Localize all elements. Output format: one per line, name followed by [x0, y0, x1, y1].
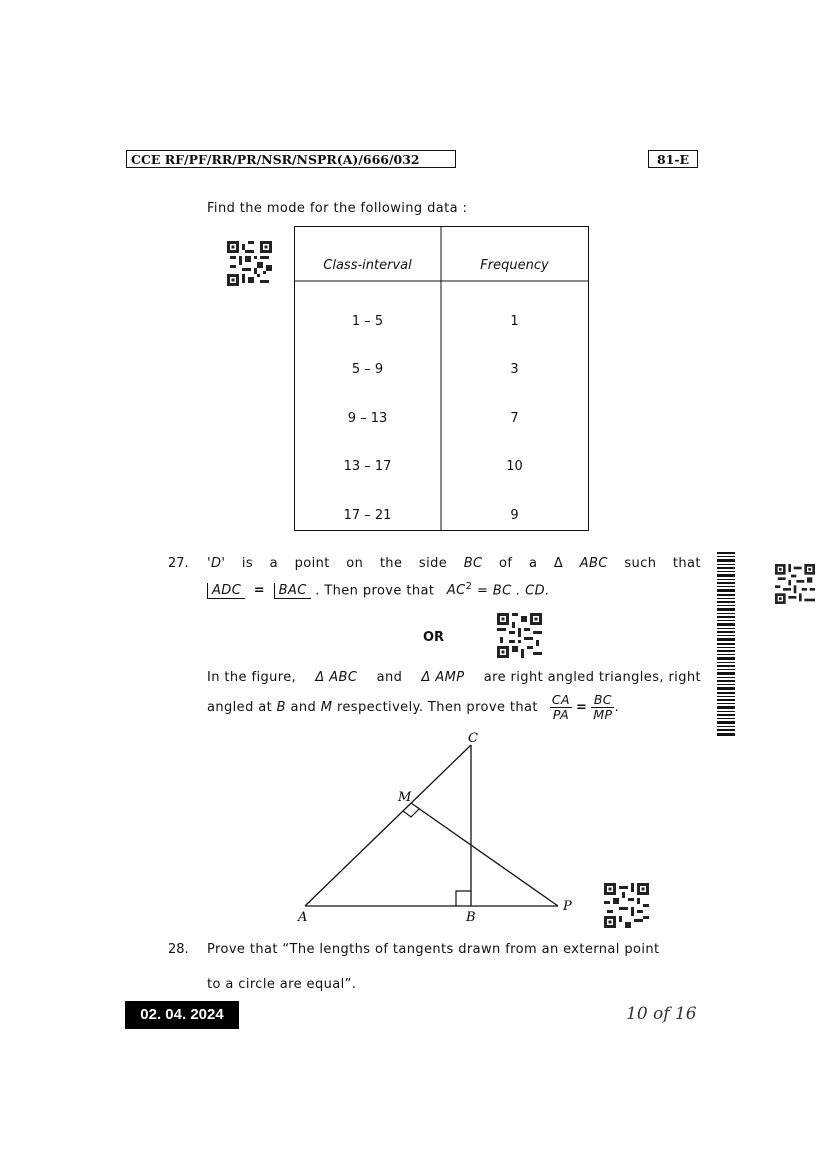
q27-alt-text: In the figure, — [207, 670, 297, 685]
table-cell-frequency: 10 — [506, 459, 523, 474]
q27-word: on — [346, 556, 364, 571]
q27-alt-line1 — [207, 670, 701, 685]
q27-ac: AC — [446, 583, 466, 599]
table-cell-frequency: 1 — [510, 314, 519, 329]
label-b: B — [466, 910, 476, 925]
table-cell-class: 9 – 13 — [347, 411, 388, 426]
frac-num: BC — [591, 693, 614, 708]
q27-alt-and: and — [290, 699, 317, 715]
table-cell-frequency: 9 — [510, 508, 519, 523]
q27-alt-m: M — [320, 699, 333, 715]
q27-word: of — [499, 556, 513, 571]
q27-word: is — [241, 556, 254, 571]
label-a: A — [298, 910, 308, 925]
qr-code-icon — [604, 883, 649, 928]
q27-alt-text: are right angled triangles, right — [483, 670, 701, 685]
q27-word: such — [624, 556, 657, 571]
q27-number: 27. — [168, 556, 189, 571]
qr-code-icon — [775, 564, 815, 604]
q26-prompt: Find the mode for the following data : — [207, 201, 468, 216]
q27-word: point — [294, 556, 330, 571]
frac-num: CA — [551, 691, 571, 707]
angle-adc: ADC — [207, 583, 245, 599]
right-angle-m — [403, 809, 419, 817]
table-cell-class: 5 – 9 — [351, 362, 384, 377]
q27-word: 'D' — [207, 556, 226, 571]
table-cell-frequency: 3 — [510, 362, 519, 377]
right-angle-b — [456, 891, 471, 906]
frac-equals: = — [576, 699, 588, 715]
period: . — [614, 699, 619, 715]
angle-bac: BAC — [274, 583, 311, 599]
triangle-figure — [290, 725, 590, 925]
q27-word: the — [379, 556, 403, 571]
qr-code-icon — [497, 613, 542, 658]
table-cell-class: 1 – 5 — [351, 314, 384, 329]
q28-line1: Prove that “The lengths of tangents drawn from an external point — [207, 942, 660, 957]
q27-then: . Then prove that — [315, 583, 435, 599]
qr-code-icon — [227, 241, 272, 286]
q27-alt-line2 — [207, 690, 619, 724]
table-header-class-interval: Class-interval — [323, 258, 412, 273]
q27-word: a — [269, 556, 279, 571]
equals-sign: = — [253, 583, 266, 599]
line-mp — [411, 803, 558, 906]
q27-line1 — [207, 556, 701, 571]
q27-word: a — [528, 556, 538, 571]
barcode-icon — [717, 552, 735, 736]
q27-rest: = BC . CD. — [476, 583, 550, 599]
frac-den: PA — [552, 706, 570, 722]
q27-alt-tri1: Δ ABC — [315, 670, 358, 685]
table-cell-class: 17 – 21 — [343, 508, 392, 523]
line-ac — [305, 745, 471, 906]
q27-word: that — [672, 556, 701, 571]
q27-alt-and: and — [376, 670, 403, 685]
fraction-bc-mp — [591, 693, 614, 722]
or-separator: OR — [423, 630, 445, 645]
exam-date-badge: 02. 04. 2024 — [125, 1001, 239, 1029]
table-cell-class: 13 – 17 — [343, 459, 392, 474]
q27-alt-text: respectively. Then prove that — [336, 699, 538, 715]
q28-line2: to a circle are equal”. — [207, 977, 357, 992]
q27-alt-tri2: Δ AMP — [421, 670, 465, 685]
table-header-frequency: Frequency — [480, 258, 549, 273]
frac-den: MP — [593, 706, 613, 722]
table-cell-frequency: 7 — [510, 411, 519, 426]
q27-word: ABC — [579, 556, 608, 571]
q27-line2 — [207, 581, 550, 599]
paper-code-box: CCE RF/PF/RR/PR/NSR/NSPR(A)/666/032 — [126, 150, 456, 168]
q27-word: BC — [463, 556, 483, 571]
subject-code-box: 81-E — [648, 150, 698, 168]
q27-alt-text: angled at — [207, 699, 273, 715]
q28-number: 28. — [168, 942, 189, 957]
label-c: C — [468, 731, 478, 746]
q27-alt-b: B — [276, 699, 286, 715]
q27-sup: 2 — [465, 581, 473, 592]
q27-word: side — [418, 556, 448, 571]
q27-word: Δ — [553, 556, 564, 571]
fraction-ca-pa — [550, 693, 572, 722]
page-number: 10 of 16 — [626, 1004, 697, 1024]
label-p: P — [563, 899, 572, 914]
label-m: M — [398, 790, 412, 805]
